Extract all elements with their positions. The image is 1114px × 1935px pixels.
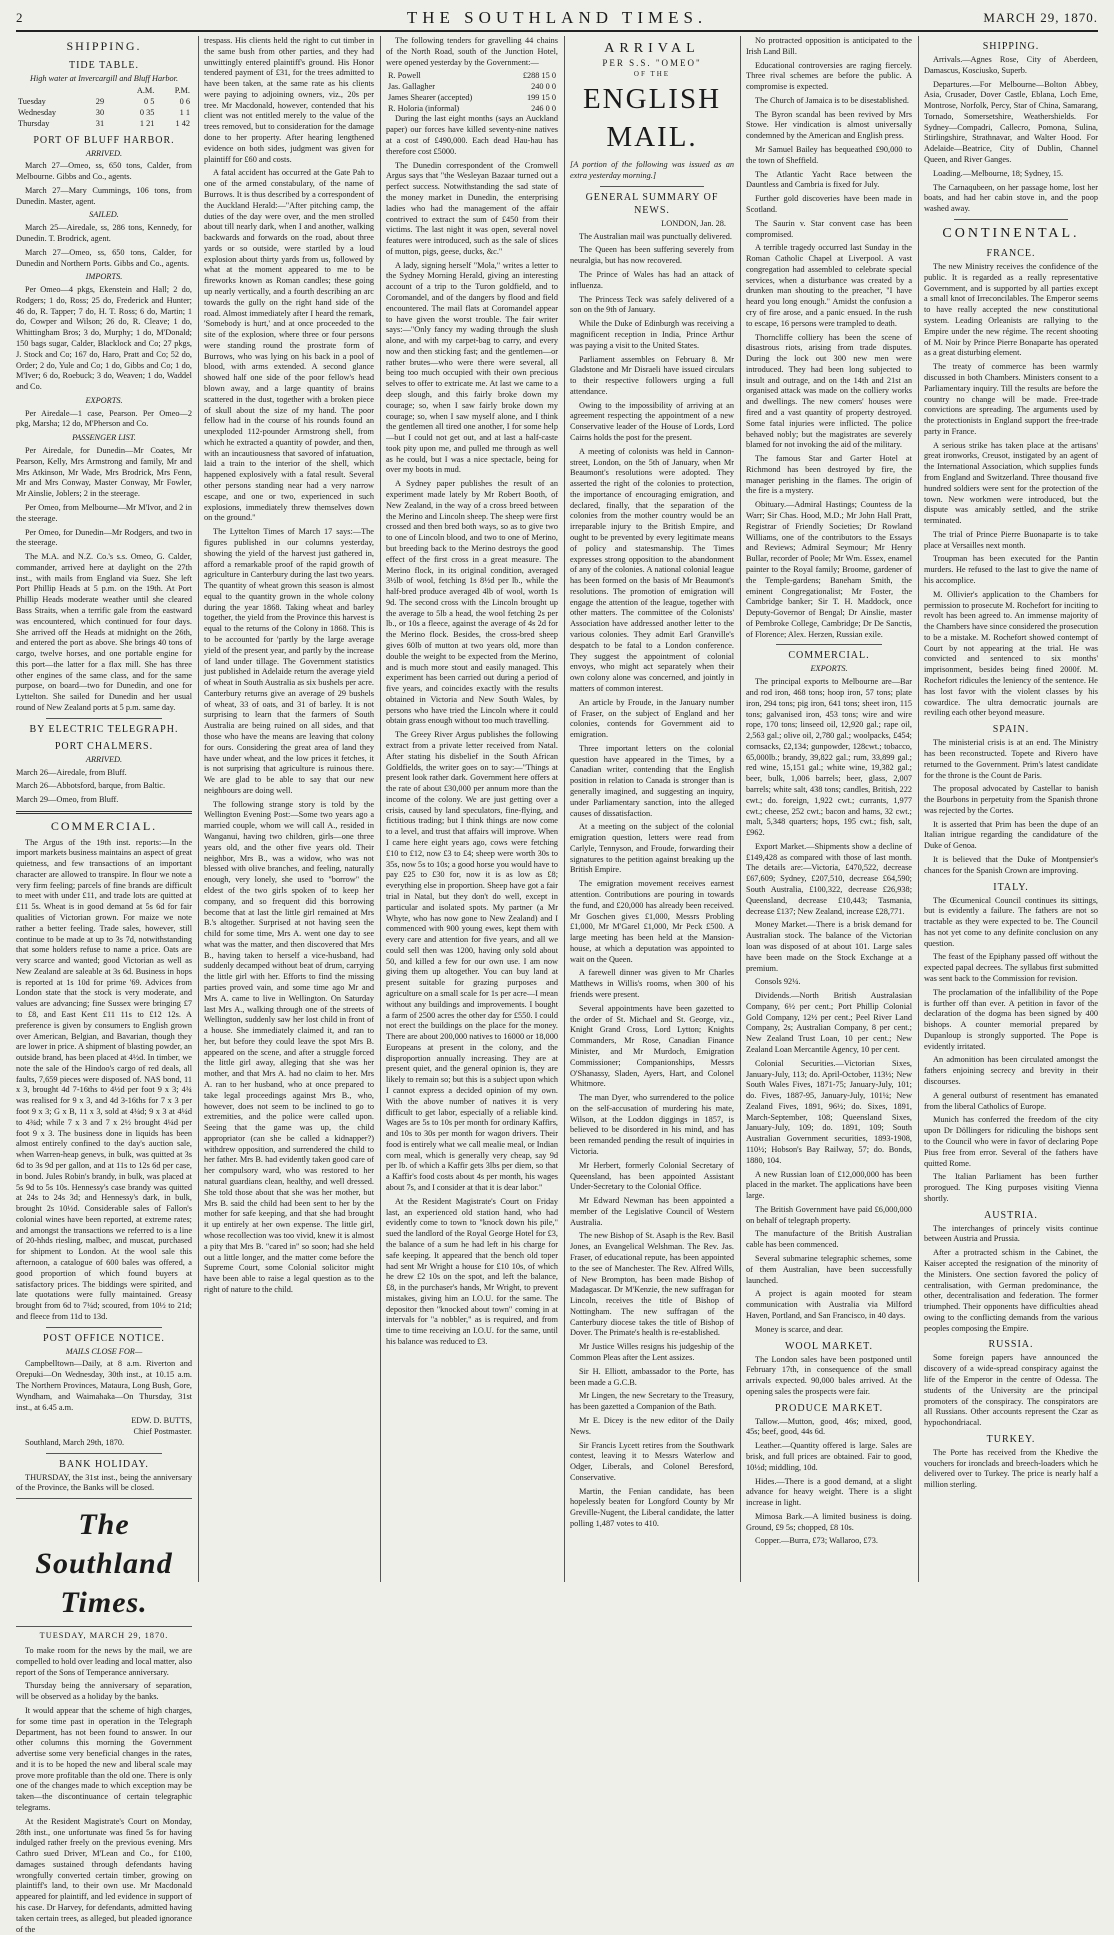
column-rule: [198, 36, 199, 1582]
france-heading: FRANCE.: [986, 248, 1036, 260]
produce-paragraph: Mimosa Bark.—A limited business is doing. Ground, £9 5s; chopped, £8 10s.: [746, 1511, 912, 1532]
table-row: [16, 97, 192, 108]
english-mail-heading: ENGLISH MAIL.: [582, 82, 722, 153]
news-paragraph: An admonition has been circulated amongst the fathers enjoining secrecy and brevity in their discourses.: [924, 1055, 1098, 1087]
news-paragraph: No protracted opposition is anticipated to the Irish Land Bill.: [746, 36, 912, 56]
article-paragraph: A lady, signing herself "Mola," writes a letter to the Sydney Morning Herald, giving an interesting account of a trip to the Turon goldfield, and to Coromandel, and of the dangers by flood and field encountered. The mail flats at Coromandel appear to have given the worst trouble. The fair writer says:—"Only fancy my wading through the slush alone, and with my carpet-bag to carry, and every now and then sticking fast; and the gentlemen—or rather brutes—who were there were several, all being too much occupied with their own precious selves to offer to extricate me. At last we came to a deep slough, and this fairly broke down my courage; so, when I saw fairly broke down my courage; so, when I saw myself alone, and I think the gentlemen all tired one another, I for some help—but I could not get out, and at last a half-caste took pity upon me, and pulled me through as well as he could, but I was a nice spectacle, being for over my boots in mud.: [386, 260, 558, 475]
news-paragraph: Several appointments have been gazetted to the order of St. Michael and St. George, viz., Knight Grand Cross, Lord Lytton; Knights Commanders, Mr Rose, Canadian Finance Minister, and Mr Murdoch, Emigration Commissioner; Companionships, Messrs O'Shanassy, Sladen, Ayers, Hart, and Colonel Whitmore.: [570, 1003, 734, 1089]
general-summary-heading: GENERAL SUMMARY OF NEWS.: [585, 191, 719, 216]
table-cell: R. Powell: [388, 71, 421, 81]
tide-subheading: High water at Invercargill and Bluff Harbor.: [29, 73, 179, 83]
news-paragraph: The Queen has been suffering severely from neuralgia, but has now recovered.: [570, 245, 734, 266]
commercial-paragraph: Several submarine telegraphic schemes, some of them Australian, have been successfully launched.: [746, 1254, 912, 1285]
news-paragraph: The Byron scandal has been revived by Mrs Stowe. Her vindication is almost universally condemned by the American and English press.: [746, 109, 912, 141]
per-ship-heading: PER S.S. "OMEO": [602, 58, 702, 69]
news-paragraph: A farewell dinner was given to Mr Charles Matthews in Willis's rooms, when 300 of his friends were present.: [570, 968, 734, 1000]
table-cell: 0 6: [179, 97, 190, 107]
editorial-paragraph: At the Resident Magistrate's Court on Monday, 28th inst., one unfortunate was fined 5s for having indulged rather freely on the previous evening. Mrs Cathro sued Driver, M'Lean and Co., for £100, damages sustained through defendants having wrongfully converted certain timber, growing on plaintiff's land, to their own use. Mr Macdonald appeared for plaintiff, and led evidence in support of his case. Dr Harvey, for defendants, admitted having taken certain trees, as alleged, but pleaded ignorance of the: [16, 1816, 192, 1934]
shipping-paragraph: Arrivals.—Agnes Rose, City of Aberdeen, Damascus, Kosciusko, Superb.: [924, 55, 1098, 75]
news-paragraph: The man Dyer, who surrendered to the police on the self-accusation of murdering his mate, Wilson, at the Loddon diggings in 1857, is believed to be disordered in his mind, and has been remanded pending the result of inquiries in Victoria.: [570, 1093, 734, 1156]
news-paragraph: Educational controversies are raging fiercely. Three rival schemes are before the public. A compromise is expected.: [746, 60, 912, 92]
produce-paragraph: Tallow.—Mutton, good, 46s; mixed, good, 45s; beef, good, 44s 6d.: [746, 1416, 912, 1437]
wool-text: The London sales have been postponed until February 17th, in consequence of the small arrivals expected. 90,000 bales arrived. At the opening sales the prospects were fair.: [746, 1354, 912, 1396]
commercial-paragraph: Colonial Securities.—Victorian Sixes, January-July, 113; do. April-October, 113½; New South Wales Fives, 1871-75; January-July, 101; do. Fives, 1887-95, January-July, 101¼; New Zealand Fives, 1891, 96½; do. Sixes, 1891, March-September, 108; Queensland Sixes, January-July, 109; do. 1891, 109; South Australian Government securities, 1893-1908, 110½; Hobson's Bay Railway, 57; do. Bonds, 1880, 104.: [746, 1058, 912, 1165]
news-paragraph: The Princess Teck was safely delivered of a son on the 9th of January.: [570, 294, 734, 315]
news-paragraph: Parliament assembles on February 8. Mr Gladstone and Mr Disraeli have issued circulars to their respective followers urging a full attendance.: [570, 354, 734, 396]
news-paragraph: The interchanges of princely visits continue between Austria and Prussia.: [924, 1223, 1098, 1244]
table-cell: 30: [95, 107, 105, 117]
editorial-paragraph: Thursday being the anniversary of separation, will be observed as a holiday by the banks.: [16, 1681, 192, 1702]
sailed-label: SAILED.: [89, 210, 119, 220]
exports-label: EXPORTS.: [810, 664, 848, 674]
commercial-heading: COMMERCIAL.: [50, 818, 158, 833]
commercial-text: The Argus of the 19th inst. reports:—In the import markets business maintains an aspect of great quietness, and few transactions of an important character are allowed to transpire. In flour we note a very firm feeling; parcels of fine brands are difficult to meet with under £11, and trade lots are quitted at £11 5s. Wheat is in good demand at 5s 6d for fair qualities of Victorian grown. For maize we note rather a better feeling. Trade sales, however, still continue to be made at up to 3s 7d, notwithstanding that some holders refuse to name a price. Oats are very scarce and wanted; good Victorian as well as New Zealand are saleable at 3s 6d. Business in hops is reported at 1s 10d for prime '69. Advices from London state that the stock is very moderate, and values are advancing; fine Sussex were bringing £7 to £8, and East Kent £11 11s to £12 12s. A preference is given by consumers to English grown over American, Belgian, and Bavarian, though they are lower in price. A shipment of blasting powder, an outside brand, has been placed at 4½d. In timber, we note the sale of the Hindoo's cargo of red deals, all faults, 7,659 pieces were disposed of. NAS bond, 11 x 3, brought 4d 7-16ths to 4½d per foot 9 x 3; 4¾ was realised for 9 x 3, and 4d 3-16ths for 7 x 3 per foot 9 x 3; G x B, 11 x 3, sold at 4¼d; 9 x 3 at 4¼d to 4¾d; while 7 x 3 and 7 x 2½ brought 4¼d per foot 9 x 3. The business done in liquids has been almost entirely confined to the day's auction sale, when Warren-heap genevs, in bulk, was quitted at 3s 6d to 3s 9d per gallon, and at 11s to 12s 6d per case, in bond. Jules Robin's brandy, in bulk, was placed at 5s 9d to 5s 10s. Hennessy's case brandy was quitted at 24s to 24s 3d; and Hennessy's dark, in bulk, brought 2s 10½d. Considerable sales of Fallon's colonial wines have been reported, at extreme rates; and amongst the transactions we referred to is a line of 20-hhds riesling, malbec, and muscat, purchased for shipment to London. At the wool sale this afternoon, a catalogue of 600 bales was offered, a good proportion of which found buyers at satisfactory prices. The biddings were spirited, and late quotations were fully maintained. Greasy brought from 6d to 7¼d; scoured, from 10½ to 21d; and fleece from 11d to 13d.: [16, 837, 192, 1321]
news-paragraph: The Porte has received from the Khedive the vouchers for ironclads and breech-loaders which he delivered over to Turkey. The price is nearly half a million sterling.: [924, 1447, 1098, 1490]
table-cell: 240 0 0: [531, 82, 556, 92]
passenger-entry: Per Airedale, for Dunedin—Mr Coates, Mr Pearson, Kelly, Mrs Armstrong and family, Mr and Mrs Atkinson, Mr Wade, Mrs Brodrick, Mrs Fenn, Mr and Mrs Conway, Master Conway, Mr Fowler, Mr Ainslie, Joblers; 2 in the steerage.: [16, 446, 192, 499]
table-cell: A.M.: [136, 86, 155, 96]
table-cell: Thursday: [18, 118, 50, 128]
post-signature: EDW. D. BUTTS,: [131, 1416, 192, 1426]
column-rule: [564, 36, 565, 1582]
divider: [776, 644, 882, 645]
news-paragraph: Mr E. Dicey is the new editor of the Daily News.: [570, 1415, 734, 1436]
article-paragraph: The following strange story is told by the Wellington Evening Post:—Some two years ago a married couple, whom we will call A., resided in Wanganui, having two children, girls—one three years old, and the other five years old. Their neighbor, Mrs B., was a widow, who was not blessed with olive branches, and feeling, naturally enough, very lonely, she used to "borrow" the eldest of the two girls spoken of to keep her company, and so frequent did this borrowing become that at last the little girl remained at Mrs B.'s altogether. Surprised at not having seen the child for some time, Mrs A. went one day to see what was the matter, and then discovered that Mrs B., having taken to herself a vice-husband, had suddenly decamped without beat of drum, carrying the little girl with her. Efforts to find the missing parties proved vain, and some time ago Mr and Mrs A. came to live in Wellington. On Saturday last Mrs A., walking through one of the streets of Wellington, suddenly saw her lost child in front of a house. She immediately claimed it, and ran to her, but before they could leave the spot Mrs B. appeared on the scene, and after a struggle forced the little girl away, alleging that she was her mother, and that Mrs A. had no claim to her. Mrs A. ran to her husband, who at once prepared to take legal proceedings against Mrs B., who, however, does not seem to be inclined to go to extremities, and the police were called upon. Seeing that the game was up, the child appropriator (can she be called a kidnapper?) withdrew opposition, and surrendered the child to her father. Mrs B. had evidently taken good care of her compulsory ward, who was restored to her natural guardians clean, healthy, and well dressed. She told those about that she was her mother, but Mrs B. said the child had been sent to her by the mother for safe keeping, and that she had brought it up entirely at her own expense. The little girl, whose recollection was too vivid, knew it is almost a pity that Mrs B. "cared in" so soon; had she held out a little longer, and the matter come before the Supreme Court, some Colonial solicitor might have been able to raise a legal question as to the right of nature to the child.: [204, 799, 374, 1294]
news-paragraph: Sir H. Elliott, ambassador to the Porte, has been made a G.C.B.: [570, 1366, 734, 1387]
holiday-heading: BANK HOLIDAY.: [59, 1458, 149, 1470]
commercial-paragraph: Dividends.—North British Australasian Company, 6½ per cent.; Port Phillip Colonial Gold Company, 12½ per cent.; Peel River Land Company, 2s; Australian Company, 8 per cent.; New Zealand Trust Loan, 10 per cent.; New Zealand Loan Mercantile Agency, 10 per cent.: [746, 991, 912, 1054]
article-paragraph: During the last eight months (says an Auckland paper) our forces have killed seventy-nine natives at a cost of £490,000. Each dead Hau-hau has therefore cost £5000.: [386, 114, 558, 156]
table-cell: 199 15 0: [526, 92, 556, 102]
table-cell: [16, 86, 94, 97]
news-paragraph: Mr Justice Willes resigns his judgeship of the Common Pleas after the Lent assizes.: [570, 1342, 734, 1363]
news-paragraph: The Saurin v. Star convent case has been compromised.: [746, 218, 912, 239]
column-4: [570, 36, 734, 1582]
spain-heading: SPAIN.: [992, 724, 1030, 736]
news-paragraph: Some foreign papers have announced the discovery of a wide-spread conspiracy against the life of the Emperor in the centre of Odessa. The students of the University are the principal promoters of the conspiracy. The conspirators are all Russians. Other accounts represent the Czar as hypochondriacal.: [924, 1353, 1098, 1428]
newspaper-title: THE SOUTHLAND TIMES.: [406, 8, 708, 27]
wool-heading: WOOL MARKET.: [784, 1340, 874, 1352]
imports-label: IMPORTS.: [85, 272, 123, 282]
news-paragraph: The emigration movement receives earnest attention. Contributions are pouring in towards the fund, and £20,000 has already been received. Mr Goschen gives £1,000, Messrs Probling £1,000, Mr M'Garel £1,000, Mr Peck £500. A large meeting has been held at the Mansion-house, at which a deputation was appointed to wait on the Queen.: [570, 879, 734, 964]
produce-paragraph: Copper.—Burra, £73; Wallaroo, £73.: [755, 1536, 878, 1546]
news-paragraph: Mr Herbert, formerly Colonial Secretary of Queensland, has been appointed Assistant Under-Secretary to the Colonial Office.: [570, 1160, 734, 1192]
divider: [600, 186, 704, 187]
telegraph-heading: BY ELECTRIC TELEGRAPH.: [29, 723, 179, 735]
column-3: [386, 36, 558, 1582]
article-paragraph: The following tenders for gravelling 44 chains of the North Road, south of the Junction Hotel, were opened yesterday by the Government:—: [386, 36, 558, 67]
port-heading: PORT OF BLUFF HARBOR.: [33, 134, 175, 146]
tenders-table: [386, 71, 558, 114]
column-rule: [918, 36, 919, 1582]
exports-text: Per Airedale—1 case, Pearson. Per Omeo—2 pkg, Marsha; 12 do, M'Pherson and Co.: [16, 408, 192, 429]
news-paragraph: Three important letters on the colonial question have appeared in the Times, by a Canadian writer, contending that the English position in relation to Canada is stronger than is generally imagined, and suggesting an inquiry, under Parliamentary sanction, into the alleged causes of dissatisfaction.: [570, 743, 734, 818]
editorial-paragraph: It would appear that the scheme of high charges, for some time past in operation in the Telegraph Department, has not been found to answer. In our other columns this morning the Government advertise some very beneficial changes in the rates, and it is to be hoped the new and liberal scale may prove more profitable than the old one. There is only one of the changes made to which exception may be taken—the discontinuance of certain telegraphic telegrams.: [16, 1705, 192, 1812]
sailing-entry: March 25—Airedale, ss, 286 tons, Kennedy, for Dunedin. T. Brodrick, agent.: [16, 223, 192, 243]
table-cell: 31: [95, 118, 105, 128]
table-cell: 0 5: [144, 97, 155, 107]
shipping-paragraph: Departures.—For Melbourne—Bolton Abbey, Asia, Crusader, Dover Castle, Eblana, Loch Eme, Montrose, Norfolk, Percy, Star of China, Samarang, Tornado, Somersetshire, Weathershields. For Sydney—Compadri, Callecro, Pomona, Sulina, Stirlingshire, Strathnavar, and Walter Hood. For Adelaide—Beatrice, City of Dublin, Channel Queen, and River Ganges.: [924, 79, 1098, 165]
chalmers-heading: PORT CHALMERS.: [54, 740, 154, 752]
table-cell: Jas. Gallagher: [388, 82, 435, 92]
news-paragraph: A meeting of colonists was held in Cannon-street, London, on the 5th of January, when Mr Beaumont's resolutions were adopted. They asserted the right of the colonies to protection, the importance of encouraging emigration, and declared, finally, that the separation of the colonies from the mother country would be an irreparable injury to the British Empire, and ought to be prevented by every legitimate means of policy and statesmanship. The Times expresses strong opposition to the abandonment of any of the colonies. A national colonial league has been formed on the basis of Mr Beaumont's resolutions. The promotion of emigration will engage the attention of the league, together with other matters. The committee of the Colonists' Association have addressed another letter to the various colonies. They admit Earl Granville's despatch to be fatal to a London conference. They suggest the appointment of colonial envoys, who might act separately when their own colony alone was concerned, and jointly in matters of common interest.: [570, 446, 734, 693]
mail-notice: The M.A. and N.Z. Co.'s s.s. Omeo, G. Calder, commander, arrived here at daylight on the 27th inst., with mails from England via Suez. She left Port Phillip Heads at 5 p.m. on the 19th. At Port Phillip Heads moderate weather until she cleared Bass Straits, when a terrific gale from the eastward was encountered, which continued for four days. She arrived off the Heads at midnight on the 26th, and entered the port as above. She brings 40 tons of cargo, twelve horses, and one portable engine for this port—the latter for a flax mill. She has three other engines of the same class, and for the same purpose, on board—two for Dunedin, and one for Lyttelton. She sailed for Dunedin and her usual round of New Zealand ports at 5 p.m. same day.: [16, 552, 192, 712]
post-signature-title: Chief Postmaster.: [133, 1427, 192, 1437]
table-cell: 1 21: [139, 118, 155, 128]
table-cell: P.M.: [174, 86, 190, 96]
dateline: LONDON, Jan. 28.: [661, 218, 726, 228]
news-paragraph: Owing to the impossibility of arriving at an agreement respecting the appointment of a new Conservative leader of the House of Lords, Lord Cairns holds the post for the present.: [570, 400, 734, 442]
table-cell: 246 0 0: [531, 103, 556, 113]
masthead: [16, 8, 1098, 32]
column-6: [924, 36, 1098, 1582]
news-paragraph: It is asserted that Prim has been the dupe of an Italian intrigue regarding the candidature of the Duke of Genoa.: [924, 819, 1098, 851]
commercial-paragraph: Export Market.—Shipments show a decline of £149,428 as compared with those of last month. The details are:—Victoria, £470,522, decrease £67,609; Sydney, £207,510, decrease £64,590; South Australia, £100,322, decrease £26,938; Queensland, decrease £10,443; Tasmania, decrease £137; New Zealand, increase £28,771.: [746, 841, 912, 916]
news-paragraph: The proposal advocated by Castellar to banish the Bourbons in perpetuity from the Spanish throne was rejected by the Cortes.: [924, 784, 1098, 815]
commercial-paragraph: Money Market.—There is a brisk demand for Australian stock. The balance of the Victorian loan was disposed of at about 101. Large sales have been made on the Stock Exchange at a premium.: [746, 920, 912, 973]
sailing-entry: March 27—Omeo, ss, 650 tons, Calder, for Dunedin and Northern Ports. Gibbs and Co., agents.: [16, 247, 192, 268]
italy-heading: ITALY.: [993, 881, 1029, 893]
article-paragraph: A Sydney paper publishes the result of an experiment made lately by Mr Robert Booth, of New Zealand, in the way of a cross breed between the Merino and Lincoln sheep. The sheep were first crossed and then bred both ways, so as to give two to one of Lincoln blood, and two to one of Merino, but breeding back to the Merino destroys the good effect of the first cross in a great measure. The Merino flock, in its original condition, averaged 3½lb of wool, fetching 1s 8½d per lb., while the half-bred produce averaged 4lb of wool, worth 1s 9d. The second cross with the Lincoln brought up the average to 5lb a head, the wool fetching 2s per lb., or 10s a fleece, against the average of 4s 2d for the Merino flock. Besides, the cross-bred sheep gives 60lb of mutton at two years old, more than double the weight to be expected from the Merino, and is much more stout and easily managed. This experiment has been carried out during a period of five years, and coincides exactly with the results obtained in Victoria and New South Wales, by persons who have tried the Lincoln where it could obtain grass enough without too much travelling.: [386, 479, 558, 726]
column-5: [746, 36, 912, 1582]
commercial-paragraph: A new Russian loan of £12,000,000 has been placed in the market. The applications have been large.: [746, 1169, 912, 1201]
table-cell: R. Holoria (informal): [388, 103, 460, 113]
column-1: [16, 36, 192, 1934]
commercial-heading: COMMERCIAL.: [788, 650, 870, 662]
news-paragraph: The Atlantic Yacht Race between the Dauntless and Cambria is fixed for July.: [746, 169, 912, 190]
russia-heading: RUSSIA.: [988, 1339, 1034, 1351]
news-paragraph: Thorncliffe colliery has been the scene of disastrous riots, arising from trade disputes. During the lock out 300 new men were introduced. They had been long subjected to insult and outrage, and on the 14th and 21st an organised attack was made on the colliery works and dwellings. The new comers' houses were fired and a vast quantity of property destroyed. Some fatal injuries were inflicted. The police behaved nobly; but the magistrates are severely blamed for not invoking the aid of the military.: [746, 332, 912, 450]
column-2: [204, 36, 374, 1582]
news-paragraph: Obituary.—Admiral Hastings; Countess de la Warr; Sir Chas. Hood, M.D.; Mr John Hall Pratt, Registrar of Friendly Societies; Dr Rowland Williams, one of the contributors to the Essays and Reviews; Admiral Seymour; Mr Henry Bullar, recorder of Poole; Mr Wm. Essex, enamel painter to the Royal family; Broome, gardener of the Temple-gardens; Baneham Smith, the eminent Congregationalist; Mr Foster, the Cambridge banker; Sir T. H. Maddock, once Deputy-Governor of Bengal; Dr Ainslie, master of Pembroke College, Cambridge; Dr De Sanctis, of Florence; Alex. Herzen, Russian exile.: [746, 500, 912, 639]
arrival-entry: March 27—Mary Cummings, 106 tons, from Dunedin. Master, agent.: [16, 185, 192, 206]
turkey-heading: TURKEY.: [986, 1433, 1036, 1445]
austria-heading: AUSTRIA.: [984, 1209, 1038, 1221]
news-paragraph: The proclamation of the infallibility of the Pope is further off than ever. A petition in favor of the declaration of the dogma has been signed by 400 bishops. A counter memorial prepared by Dupanloup is strongly supported. The Pope is evidently irritated.: [924, 987, 1098, 1051]
of-the-heading: OF THE: [633, 69, 671, 78]
divider: [954, 219, 1068, 220]
produce-paragraph: Leather.—Quantity offered is large. Sales are brisk, and full prices are obtained. Fair to good, 10½d; middling, 10d.: [746, 1441, 912, 1472]
passenger-entry: Per Omeo, for Dunedin—Mr Rodgers, and two in the steerage.: [16, 527, 192, 548]
post-heading: POST OFFICE NOTICE.: [43, 1332, 165, 1344]
editorial-paragraph: To make room for the news by the mail, we are compelled to hold over leading and local matter, also report of the Sons of Temperance anniversary.: [16, 1646, 192, 1677]
nameplate: The Southland Times.: [35, 1508, 173, 1620]
table-cell: 1 42: [175, 118, 190, 128]
extra-note: [A portion of the following was issued as an extra yesterday morning.]: [570, 160, 734, 181]
news-paragraph: After a protracted schism in the Cabinet, the Kaiser accepted the resignation of the minority of the Ministers. One section favored the policy of centralisation, with German predominance, the other, decentralisation and federation. The former triumphed. Their opponents have difficulties ahead owing to the conflicting demands from the various peoples composing the Empire.: [924, 1248, 1098, 1333]
post-sub: MAILS CLOSE FOR—: [65, 1346, 143, 1356]
table-row: [386, 93, 558, 104]
exports-label: EXPORTS.: [85, 395, 123, 405]
table-row: [386, 71, 558, 82]
news-paragraph: Further gold discoveries have been made in Scotland.: [746, 194, 912, 214]
news-paragraph: The new Ministry receives the confidence of the public. It is regarded as a really representative Government, and is supported by all parties except a small knot of Irreconcilables. The Emperor seems to have really accepted the new constitutional system. Leading Orleanists are rallying to the Empire under the new régime. The recent shooting of M. Noir by Prince Pierre Bonaparte has operated as a great disturbing element.: [924, 262, 1098, 358]
column-rule: [740, 36, 741, 1582]
news-paragraph: The new Bishop of St. Asaph is the Rev. Basil Jones, an Evangelical Welshman. The Rev. Jas. Fraser, of educational repute, has been appointed to the see of Manchester. The Rev. Alfred Wills, of New Brompton, has been made Bishop of Madagascar. Dr M'Kenzie, the new suffragan for Lincoln, receives the title of Bishop of Nottingham. The new suffragan of the Canterbury diocese takes the title of Bishop of Dover. The Primate's health is re-established.: [570, 1231, 734, 1338]
table-cell: Tuesday: [18, 97, 46, 107]
table-cell: James Shearer (accepted): [388, 92, 473, 102]
table-header-row: [16, 86, 192, 97]
post-place: Southland, March 29th, 1870.: [25, 1437, 125, 1447]
shipping-heading: SHIPPING.: [66, 39, 142, 53]
divider: [16, 811, 192, 814]
news-paragraph: The trial of Prince Pierre Buonaparte is to take place at Versailles next month.: [924, 529, 1098, 550]
arrival-entry: March 29—Omeo, from Bluff.: [16, 795, 119, 805]
table-cell: 0 35: [139, 107, 155, 117]
arrival-heading: ARRIVAL: [604, 41, 700, 56]
divider: [46, 718, 162, 719]
continental-heading: CONTINENTAL.: [942, 225, 1080, 241]
article-paragraph: The Lyttelton Times of March 17 says:—The figures published in our columns yesterday, showing the yield of the harvest just gathered in, afford a remarkable proof of the rapid growth of agriculture in Canterbury during the last two years. The quantity of wheat grown this season is almost equal to the quantity grown in the whole colony during the year 1868. Taking wheat and barley together, the yield from the Province this harvest is equal to the returns of the Colony in 1868. This is to be accounted for 'partly by the large average yield of the present year, and partly by the increase of land under tillage. The Government statistics just published in Adelaide return the average yield of wheat in South Australia as six bushels per acre. Canterbury returns give an average of 29 bushels of wheat, 33 of oats, and 31 of barley. It is not surprising to learn that the farmers of South Australia are being ruined on all sides, and that those who have the means are leaving that colony for ours. Considering the great area of land they have under wheat, and the low prices it fetches, it is not surprising that agriculture is ruinous there. We are glad to be able to say that our new neighbours are doing well.: [204, 527, 374, 795]
table-cell: £288 15 0: [522, 71, 556, 81]
divider: [46, 1453, 162, 1454]
tide-heading: TIDE TABLE.: [68, 59, 139, 71]
chalmers-arrived-label: ARRIVED.: [85, 754, 123, 764]
news-paragraph: The Prince of Wales has had an attack of influenza.: [570, 270, 734, 290]
issue-date: MARCH 29, 1870.: [983, 10, 1098, 25]
shipping-paragraph: Loading.—Melbourne, 18; Sydney, 15.: [933, 168, 1064, 178]
news-paragraph: A general outburst of resentment has emanated from the liberal Catholics of Europe.: [924, 1090, 1098, 1111]
article-paragraph: At the Resident Magistrate's Court on Friday last, an experienced old station hand, who had evidently come to town to "knock down his pile," sued the landlord of the Royal George Hotel for £3, the balance of a sum he had left in his charge for safe keeping. It appeared that the bench old toper had sent Mr Wright a house for £10 10s, of which he drew £2 10s on the spot, and left the balance, £8, in the purchaser's hands, Mr Wright, to prevent mistakes, giving him an I.O.U. for the same. The depositor then "knocked about town" coming in at intervals for "a nobbler," as is required, and from time to time receiving an I.O.U. for the same, until his balance was reduced to £3.: [386, 1196, 558, 1346]
news-paragraph: At a meeting on the subject of the colonial emigration question, letters were read from Carlyle, Tennyson, and Froude, forwarding their signatures to the petition against breaking up the British Empire.: [570, 822, 734, 875]
imports-text: Per Omeo—4 pkgs, Ekenstein and Hall; 2 do, Rodgers; 1 do, Ross; 25 do, Frederick and Hunter; 46 do, R. Tapper; 7 do, H. T. Ross; 6 do, Martin; 1 do, Cowper and Wilson; 26 do, R. Cleave; 1 do, Whittingham Bros; 3 do, Murphy; 1 do, M'Donald; 150 bags sugar, Calder, Blacklock and Co; 27 pkgs, J. Stock and Co; 167 do, Haro, Pratt and Co; 52 do, Order; 2 do, Yule and Co; 1 do, Gibbs and Co; 1 do, M'Iver; 6 do, Roebuck; 3 do, Weaven; 1 do, Waddel and Co.: [16, 285, 192, 392]
news-paragraph: Munich has conferred the freedom of the city upon Dr Döllingers for ridiculing the bishops sent to the Council who were in favor of declaring Pope Pius free from error. Several of the fathers have quitted Rome.: [924, 1115, 1098, 1168]
arrival-entry: March 26—Abbotsford, barque, from Baltic.: [16, 781, 166, 791]
shipping-paragraph: The Carnaqubeen, on her passage home, lost her boats, and had her cabin stove in, and the poop washed away.: [924, 182, 1098, 214]
news-paragraph: Mr Edward Newman has been appointed a member of the Legislative Council of Western Australia.: [570, 1196, 734, 1227]
news-paragraph: Mr Samuel Bailey has bequeathed £90,000 to the town of Sheffield.: [746, 145, 912, 165]
page-number: 2: [16, 10, 23, 25]
issue-dateline: TUESDAY, MARCH 29, 1870.: [39, 1631, 169, 1641]
table-cell: [94, 86, 117, 97]
commercial-paragraph: The principal exports to Melbourne are—Bar and rod iron, 468 tons; hoop iron, 57 tons; plate iron, 294 tons; pig iron, 641 tons; sheet iron, 115 tons; galvanised iron, 453 tons; wire and wire rope, 170 tons; linseed oil, 12,920 gal.; rape oil, 2,563 gal.; olive oil, 2,780 gal.; woolpacks, £454; cornsacks, £2,134; gunpowder, 128cwt.; tobacco, 65,000lb.; brandy, 39,822 gal.; rum, 33,899 gal.; red wine, 15,151 gal.; white wine, 19,382 gal.; beer, bulk, 1,006 barrels; beer, glass, 2,007 barrels; white salt, 438 tons; candles, British, 222 cwt.; do. foreign, 1,922 cwt.; currants, 1,977 cwt.; cheese, 252 cwt.; bacon and hams, 32 cwt.; malt, 5,348 quarters; hops, 195 cwt.; fish, salt, £962.: [746, 677, 912, 838]
table-row: [386, 104, 558, 115]
arrived-label: ARRIVED.: [85, 148, 123, 158]
news-paragraph: M. Ollivier's application to the Chambers for permission to prosecute M. Rochefort for inciting to revolt has been agreed to. An immense majority of the Chambers have since considered the prosecution to be a mistake. M. Rochefort showed contempt of Court by not appearing at the trial. He was convicted and sentenced to six months' imprisonment, besides being fined 2000f. M. Rochefort ridicules the leniency of the sentence. He has lost favor with the violent classes by his cowardice. The ultra democratic journals are reviling each other beyond measure.: [924, 589, 1098, 718]
article-paragraph: A fatal accident has occurred at the Gate Pah to one of the armed constabulary, of the name of Burrows. It is thus described by a correspondent of the Auckland Herald:—"After pitching camp, the duties of the day were over, and the men strolled about till nearly dark, when I and another, walking backwards and forwards on the road, about three yards or so outside, were startled by a loud explosion about thirty yards from us, followed by what at the moment appeared to me to be fireworks known as Roman candles; these going up nearly vertically, and a fourth describing an arc towards the gully on the right hand side of the road. Almost immediately after I heard the remark, 'Somebody is hurt,' and at once proceeded to the site of the explosion, where three or four persons were standing round the prostrate form of Burrows, who was lying on his back in a pool of blood, with arms extended. A second glance showed half one side of the poor fellow's head blown away, and a large quantity of brains scattered in the dust, together with a broken piece of skull about the size of my hand. The poor fellow had in the course of his rounds found an unexploded 112-pounder Armstrong shell, from which he extracted a quantity of powder, and then, with an incautiousness that savored of infatuation, laid a train to the interior of the shell, which happened explosively with a fatal result. Several other persons standing near had a very narrow escape, and one or two, experienced in such explosions, immediately threw themselves down on the ground.": [204, 168, 374, 523]
news-paragraph: Troupman has been executed for the Pantin murders. He refused to the last to give the name of his accomplice.: [924, 554, 1098, 585]
news-paragraph: A serious strike has taken place at the artisans' great ironworks, Creusot, instigated by an agent of the International Association, which supplies funds from England and Switzerland. Three thousand five hundred soldiers were sent for the protection of the town. New workmen were introduced, but the dispute was amicably settled, and the strike terminated.: [924, 440, 1098, 526]
news-paragraph: The Church of Jamaica is to be disestablished.: [755, 95, 909, 105]
arrival-entry: March 27—Omeo, ss, 650 tons, Calder, from Melbourne. Gibbs and Co., agents.: [16, 161, 192, 182]
shipping-heading: SHIPPING.: [982, 41, 1040, 52]
table-row: [386, 82, 558, 93]
news-paragraph: It is believed that the Duke of Montpensier's chances for the Spanish Crown are improving.: [924, 854, 1098, 875]
nameplate-box: [16, 1498, 192, 1627]
article-paragraph: The Greey River Argus publishes the following extract from a private letter received from Natal. After stating his disbelief in the South African Goldfields, the writer goes on to say:—"Things at present look rather dark. Government here offers at the rate of about £30,000 per annum more than the income of the colony. We are just getting over a crisis, caused by land speculators, fine-flying, and fictitious trading; but I think things are now come to a level, and trust that affairs will improve. When I came here eight years ago, cows were fetching £10 to £12, now £3 to £4; sheep were worth 30s to 35s, now 5s to 10s; a good horse you would have to pay £25 to £30 for, now it is as low as £8; everything else in proportion. Sheep have got a fair trial in Natal, but they don't do well, except in particular and isolated spots. My partner (a Mr Whyte, who has now gone to New Zealand) and I commenced with 900 young ewes, kept them with every care and attention for five years, and all we could sell then was 1200, having only sold about 50, and killed a few for our own use. I am now giving them up altogether. You can buy land at present suitable for grazing purposes and agriculture on a small scale for 1s per acre—I mean without any buildings and improvements. I bought a farm of 2500 acres the other day for £550. I could not erect the buildings on the place for the money. There are about 200,000 natives to 16000 or 18,000 Europeans at present in the colony, and the disproportion annually increasing. They are at present quiet, and the general opinion is, they are likely to remain so; but this is a subject upon which I cannot express a decided opinion of my own. With the above number of natives it is very difficult to get labor, especially of a reliable kind. Wages are 5s to 10s per month for ordinary Kaffirs, and 10s to 30s per month for wagon drivers. Their food is entirely what we call mealie meal, or Indian corn meal, which is generally very cheap, say 9d per lb. of which a Kaffir gets 3lbs per diem, so that a Kaffir's food costs about 4s per month, his wages about 7s, and I consider at that it is dear labor.": [386, 730, 558, 1193]
commercial-paragraph: Money is scarce, and dear.: [755, 1324, 844, 1334]
news-paragraph: The Italian Parliament has been further prorogued. The King purposes visiting Vienna shortly.: [924, 1172, 1098, 1203]
news-paragraph: Mr Lingen, the new Secretary to the Treasury, has been gazetted a Companion of the Bath.: [570, 1391, 734, 1412]
tide-table: [16, 86, 192, 129]
commercial-paragraph: The manufacture of the British Australian cable has been commenced.: [746, 1229, 912, 1250]
news-paragraph: The Œcumenical Council continues its sittings, but is evidently a failure. The fathers are not so tractable as they were expected to be. The Council has not yet come to any definite conclusion on any question.: [924, 895, 1098, 948]
news-paragraph: Martin, the Fenian candidate, has been hopelessly beaten for Longford County by Mr Greville-Nugent, the Liberal candidate, the latter polling 1,487 votes to 410.: [570, 1486, 734, 1528]
news-paragraph: The treaty of commerce has been warmly discussed in both Chambers. Ministers consent to a Parliamentary inquiry. Till the results are before the country no change will be made. Free-trade convictions are spreading. The arguments used by the protectionists in England support the free-trade party in France.: [924, 362, 1098, 436]
column-rule: [380, 36, 381, 1582]
news-paragraph: While the Duke of Edinburgh was receiving a magnificent reception in India, Prince Arthur was paying a visit to the United States.: [570, 319, 734, 350]
news-paragraph: The ministerial crisis is at an end. The Ministry has been reconstructed. Topete and Rivero have returned to the Government. Prim's latest candidate for the throne is the Count de Paris.: [924, 738, 1098, 780]
commercial-paragraph: The British Government have paid £6,000,000 on behalf of telegraph property.: [746, 1204, 912, 1225]
news-paragraph: An article by Froude, in the January number of Fraser, on the subject of England and her colonies, contends for Government aid to emigration.: [570, 697, 734, 740]
holiday-text: THURSDAY, the 31st inst., being the anniversary of the Province, the Banks will be closed.: [16, 1472, 192, 1493]
article-paragraph: trespass. His clients held the right to cut timber in the same bush from other parties, and they had unwittingly entered plaintiff's ground. His Honor tendered payment of £31, for the trees admitted to have been taken, at the same rate as his clients were paying to adjoining owners, viz., 20s per tree. Mr Macdonald, however, contended that his client was not entitled merely to the value of the trees removed, but to consideration for the damage done to her property. After hearing lengthened evidence on both sides, judgment was given for plaintiff for £60 and costs.: [204, 36, 374, 164]
article-paragraph: The Dunedin correspondent of the Cromwell Argus says that "the Wesleyan Bazaar turned out a perfect success. Notwithstanding the sad state of the money market in Dunedin, the enterprising ladies who had the management of the affair contrived to extract the sum of £450 from their victims. The last night it was open, several novel features were introduced, such as the sale of slices of mutton, pigs, geese, ducks, &c.": [386, 160, 558, 256]
table-row: [16, 108, 192, 119]
news-paragraph: The Australian mail was punctually delivered.: [579, 231, 732, 241]
commercial-paragraph: A project is again mooted for steam communication with Australia via Milford Haven, Portland, and San Francisco, in 40 days.: [746, 1289, 912, 1320]
produce-paragraph: Hides.—There is a good demand, at a slight advance for heavy weight. There is a slight increase in light.: [746, 1476, 912, 1508]
news-paragraph: A terrible tragedy occurred last Sunday in the Roman Catholic Chapel at Liverpool. A vast congregation had assembled to celebrate special services, when a disturbance was created by a drunken man shouting to the preacher, "I have heard you long enough." Amidst the confusion a cry of fire arose, and a panic ensued. In the rush to escape, 16 persons were trampled to death.: [746, 243, 912, 328]
table-cell: 29: [95, 97, 105, 107]
table-row: [16, 119, 192, 130]
table-cell: Wednesday: [18, 107, 57, 117]
news-paragraph: The famous Star and Garter Hotel at Richmond has been destroyed by fire, the manager perishing in the flames. The origin of the fire is a mystery.: [746, 454, 912, 496]
passenger-entry: Per Omeo, from Melbourne—Mr M'Ivor, and 2 in the steerage.: [16, 502, 192, 523]
arrival-entry: March 26—Airedale, from Bluff.: [16, 767, 127, 777]
table-cell: 1 1: [179, 107, 190, 117]
produce-heading: PRODUCE MARKET.: [774, 1402, 884, 1414]
passenger-label: PASSENGER LIST.: [72, 433, 136, 443]
commercial-paragraph: Consols 92¼.: [755, 977, 801, 987]
post-text: Campbelltown—Daily, at 8 a.m. Riverton and Orepuki—On Wednesday, 30th inst., at 10.15 a.m. The Northern Provinces, Mataura, Long Bush, Gore, Wyndham, and Waimahaka—On Thursday, 31st inst., at 6.45 a.m.: [16, 1359, 192, 1412]
divider: [46, 1327, 162, 1328]
news-paragraph: Sir Francis Lycett retires from the Southwark contest, leaving it to Messrs Waterlow and Odger, Liberals, and Colonel Beresford, Conservative.: [570, 1440, 734, 1482]
news-paragraph: The feast of the Epiphany passed off without the expected papal decrees. The syllabus first submitted was sent back to the Commission for revision.: [924, 952, 1098, 983]
